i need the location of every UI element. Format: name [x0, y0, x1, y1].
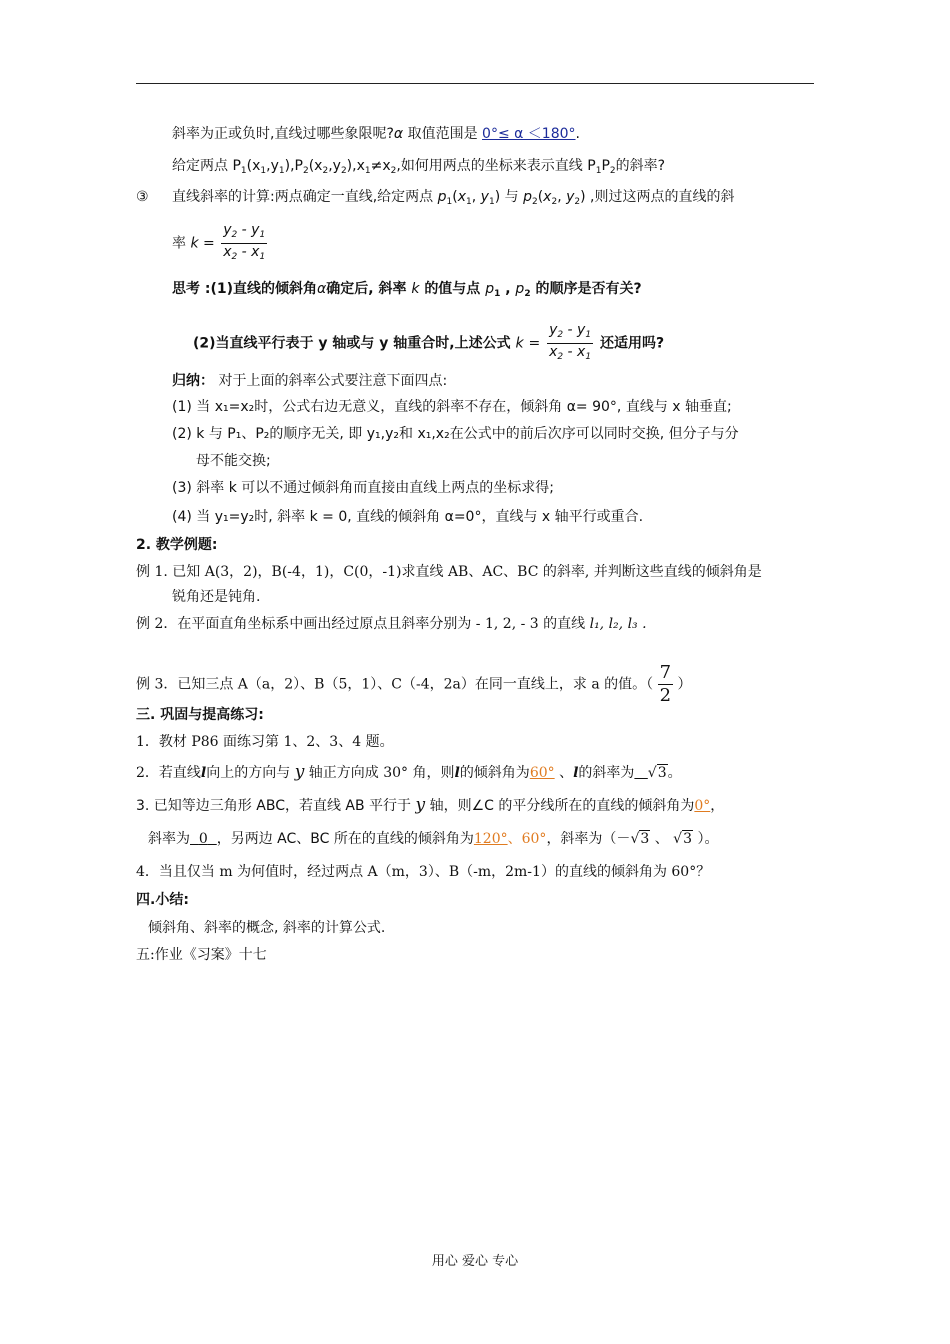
think-question-1: 思考 :(1)直线的倾斜角α确定后, 斜率 k 的值与点 $p_1$ , $p_2$ 的顺序是否有关?: [172, 281, 642, 299]
example-2: 例 2．在平面直角坐标系中画出经过原点且斜率分别为 - 1, 2, - 3 的直线 l₁, l₂, l₃ .: [136, 616, 647, 632]
conclusion-text: 倾斜角、斜率的概念, 斜率的计算公式.: [148, 920, 386, 936]
item-marker: ③: [136, 189, 149, 205]
summary-point-2-cont: 母不能交换;: [196, 453, 271, 469]
examples-heading: 2. 教学例题:: [136, 537, 218, 553]
slope-sign-question: 斜率为正或负时,直线过哪些象限呢?α 取值范围是 0°≤ α ＜180°.: [172, 126, 580, 142]
homework: 五:作业《习案》十七: [136, 947, 267, 963]
practice-4: 4．当且仅当 m 为何值时，经过两点 A（m，3）、B（-m，2m-1）的直线的倾斜角为 60°？: [136, 864, 711, 880]
example-1-cont: 锐角还是钝角.: [172, 589, 261, 605]
summary-point-1: (1) 当 x₁=x₂时，公式右边无意义，直线的斜率不存在，倾斜角 α= 90°, 直线与 x 轴垂直;: [172, 399, 732, 415]
two-points-question: 给定两点 $P_1(x_1,y_1),P_2(x_2,y_2),x_1\ne x_2$,如何用两点的坐标来表示直线 $P_1P_2$的斜率?: [172, 158, 666, 176]
summary-intro: 归纳： 对于上面的斜率公式要注意下面四点:: [172, 373, 448, 389]
summary-point-3: (3) 斜率 k 可以不通过倾斜角而直接由直线上两点的坐标求得;: [172, 480, 555, 496]
practice-3: 3. 已知等边三角形 ABC，若直线 AB 平行于 y 轴，则∠C 的平分线所在的直线的倾斜角为0°，: [136, 795, 725, 815]
answer-fraction: $\frac{7}{2}$: [659, 662, 672, 706]
conclusion-heading: 四.小结:: [136, 892, 189, 908]
example-3: 例 3．已知三点 A（a，2）、B（5，1）、C（-4，2a）在同一直线上，求 a 的值。（ $\frac{7}{2}$ ）: [136, 662, 692, 706]
slope-calc-text: 直线斜率的计算:两点确定一直线,给定两点 $p_1(x_1$, $y_1$) 与 $p_2(x_2$, $y_2$) ,则过这两点的直线的斜: [172, 189, 735, 207]
practice-1: 1．教材 P86 面练习第 1、2、3、4 题。: [136, 734, 394, 750]
think-question-2: (2)当直线平行表于 y 轴或与 y 轴重合时,上述公式 k = $\frac{y_2 - y_1}{x_2 - x_1}$ 还适用吗?: [193, 322, 665, 362]
summary-point-4: (4) 当 y₁=y₂时, 斜率 k = 0, 直线的倾斜角 α=0°，直线与 x 轴平行或重合.: [172, 509, 644, 525]
practice-2: 2．若直线l向上的方向与 y 轴正方向成 30° 角，则l的倾斜角为60° 、l的斜率为 √3。: [136, 762, 682, 782]
summary-point-2: (2) k 与 P₁、P₂的顺序无关, 即 y₁,y₂和 x₁,x₂在公式中的前后次序可以同时交换, 但分子与分: [172, 426, 739, 442]
angle-range: 0°≤ α ＜180°: [482, 126, 576, 142]
header-rule: [136, 83, 814, 84]
practice-3-cont: 斜率为 0 ，另两边 AC、BC 所在的直线的倾斜角为120°、60°，斜率为（－√3 、 √3 ）。: [148, 831, 719, 847]
page-footer: 用心 爱心 专心: [431, 1254, 519, 1269]
example-1: 例 1. 已知 A(3，2)，B(-4，1)，C(0，-1)求直线 AB、AC、BC 的斜率, 并判断这些直线的倾斜角是: [136, 564, 762, 580]
slope-formula: 率 k = $\frac{y_2 - y_1}{x_2 - x_1}$: [172, 222, 266, 262]
practice-heading: 三. 巩固与提高练习:: [136, 707, 264, 723]
